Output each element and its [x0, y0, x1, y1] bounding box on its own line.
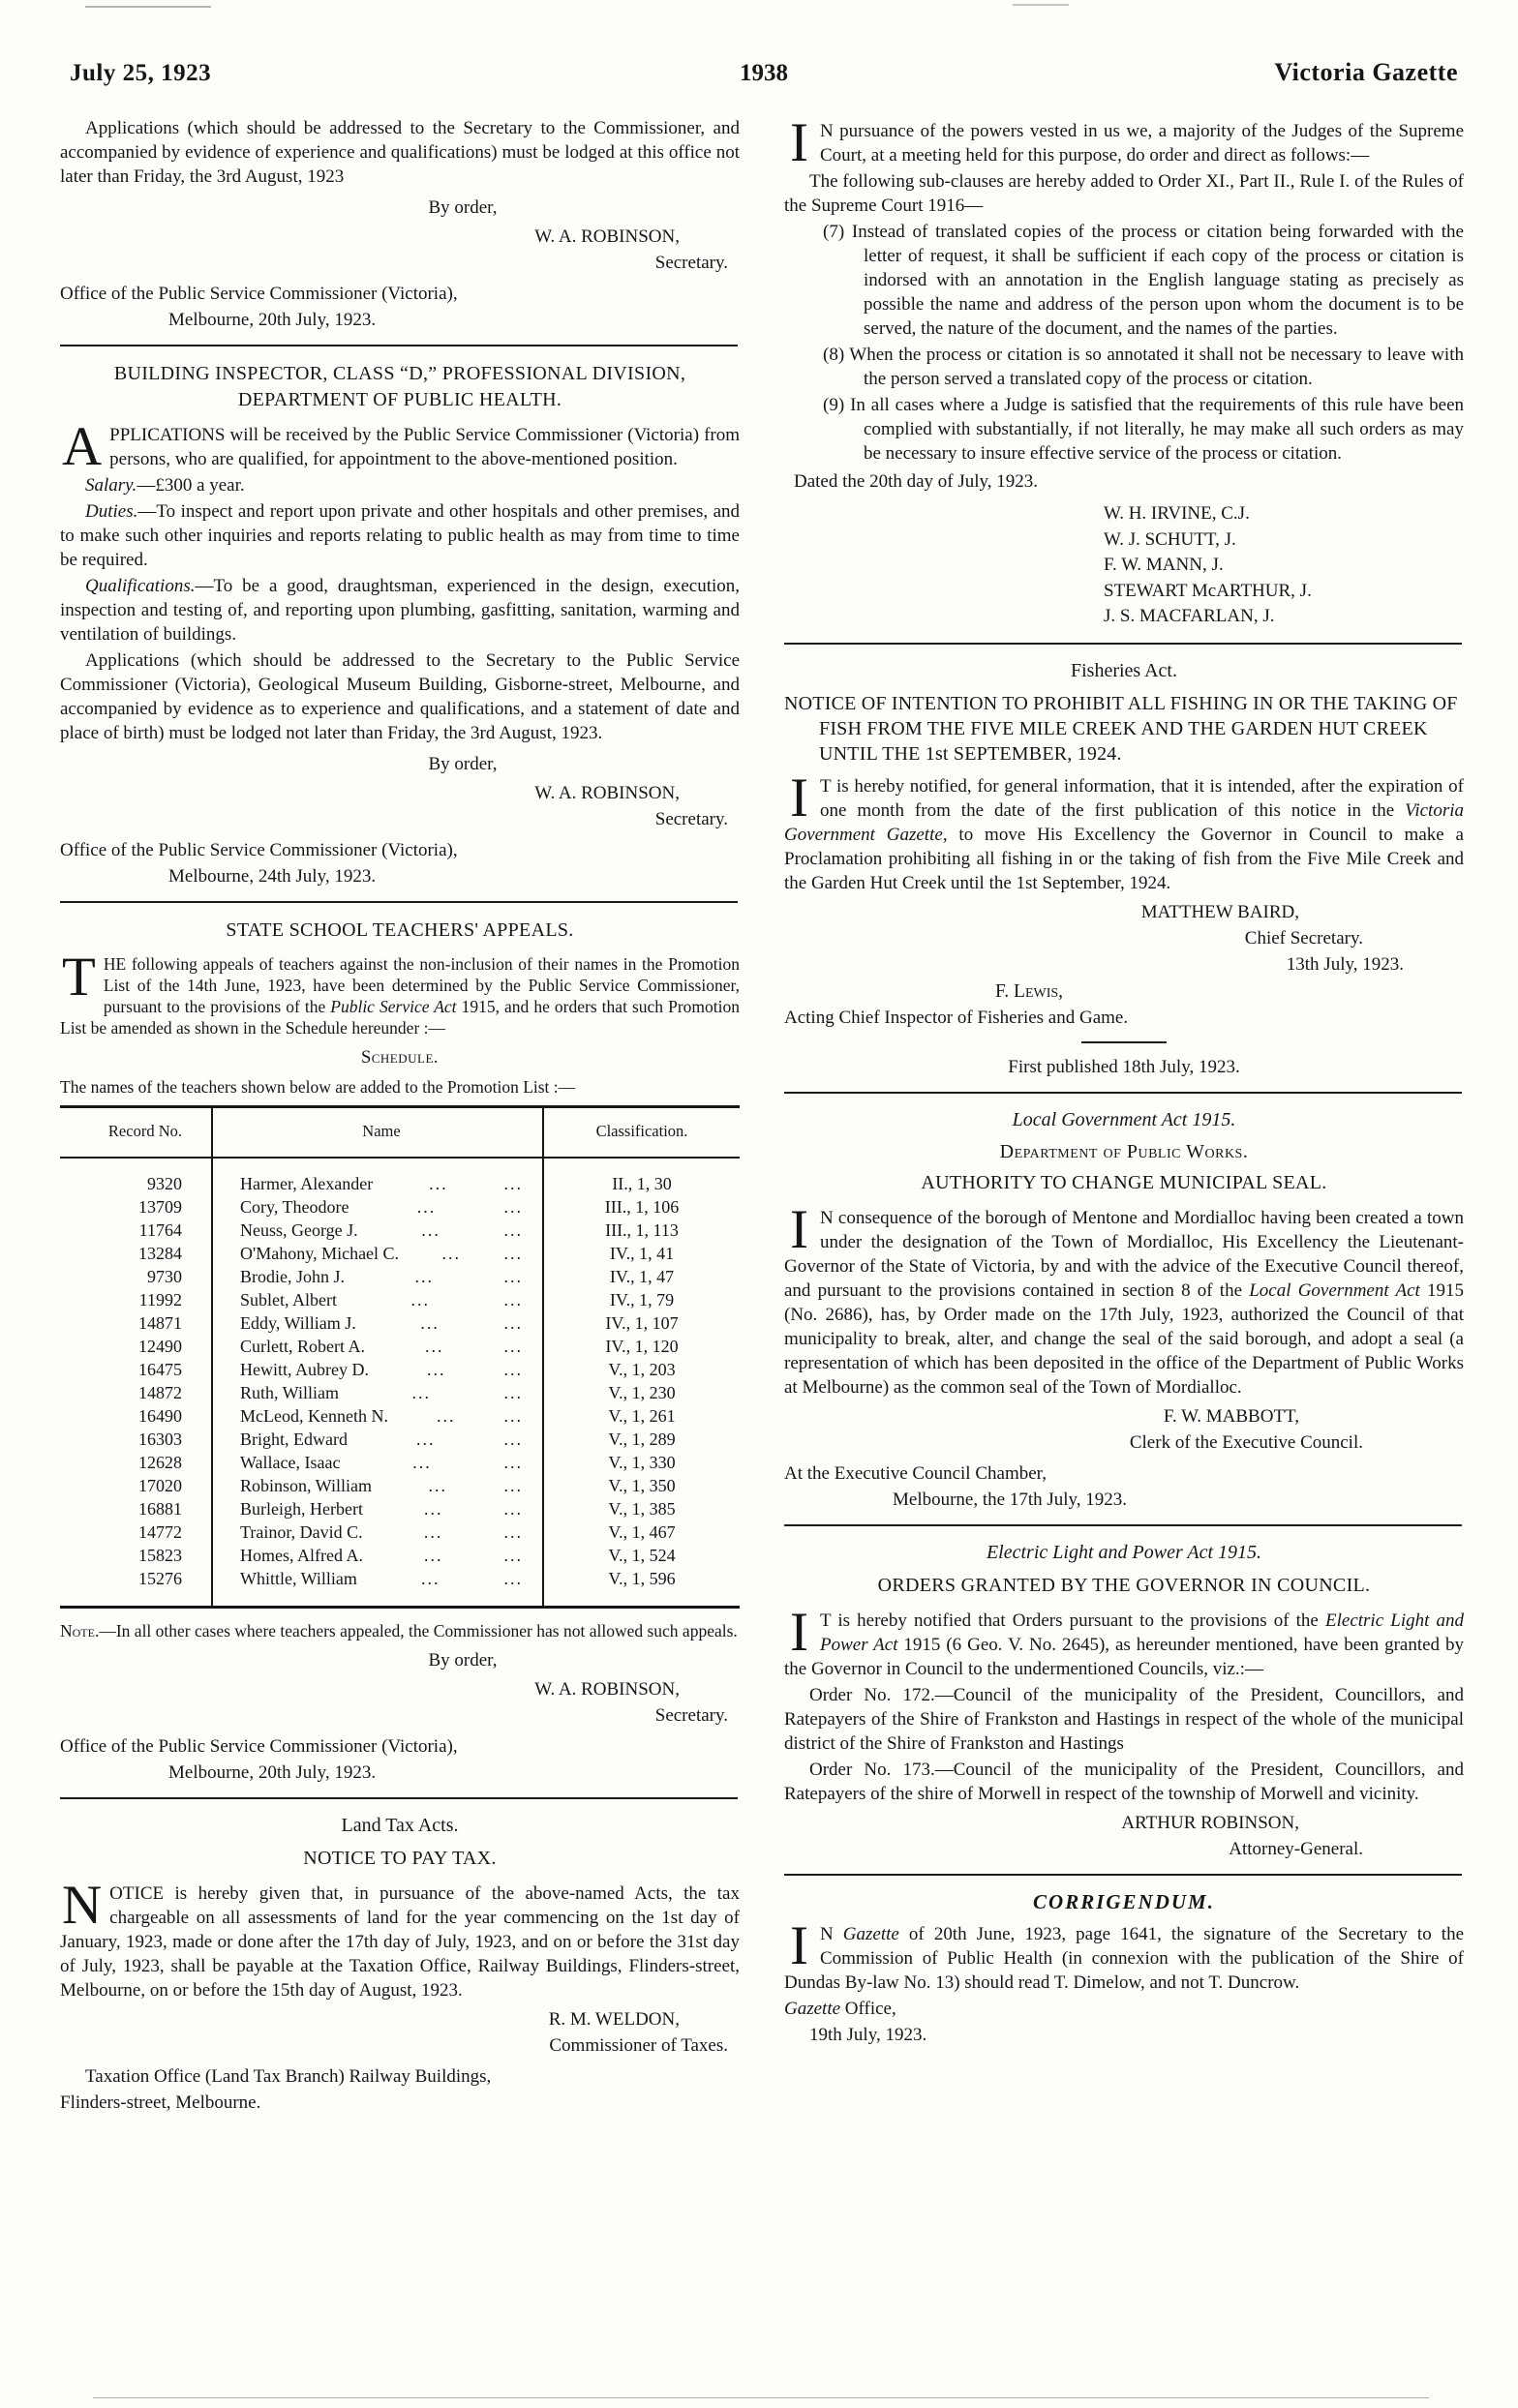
office-line: 19th July, 1923.: [809, 2024, 927, 2045]
notice-paragraph: [784, 767, 1464, 895]
notice-paragraph: [60, 1875, 740, 2002]
office-line: Flinders-street, Melbourne.: [60, 2092, 261, 2113]
classification-cell: III., 1, 106: [604, 1197, 680, 1217]
classification-cell: IV., 1, 41: [609, 1244, 675, 1263]
publication-title: Victoria Gazette: [1274, 58, 1458, 86]
record-no-cell: 13284: [138, 1244, 182, 1263]
signature-title: Clerk of the Executive Council.: [1129, 1431, 1363, 1453]
signature-name: F. Lewis,: [995, 980, 1064, 1002]
right-column: [784, 112, 1465, 2117]
table-row: [60, 1428, 740, 1451]
classification-cell: V., 1, 524: [608, 1546, 676, 1565]
qualifications-line: [60, 574, 740, 647]
by-order-line: By order,: [428, 197, 498, 218]
record-no-cell: 9730: [147, 1267, 182, 1286]
act-heading: Fisheries Act.: [1071, 659, 1177, 681]
notice-paragraph: [784, 1914, 1464, 1995]
table-row: [60, 1335, 740, 1358]
notice-heading: AUTHORITY TO CHANGE MUNICIPAL SEAL.: [921, 1171, 1327, 1193]
classification-cell: V., 1, 330: [608, 1453, 676, 1472]
name-cell: Bright, Edward ... ...: [212, 1428, 543, 1451]
record-no-cell: 16475: [138, 1360, 182, 1379]
table-row: [60, 1242, 740, 1265]
name-cell: Neuss, George J. ... ...: [212, 1219, 543, 1242]
judge-signature: STEWART McARTHUR, J.: [1104, 580, 1312, 601]
table-row: [60, 1158, 740, 1195]
office-line: At the Executive Council Chamber,: [784, 1462, 1047, 1484]
scan-artifact: [85, 6, 211, 8]
office-block: [60, 2064, 740, 2115]
table-header-row: [60, 1107, 740, 1159]
table-row: [60, 1451, 740, 1474]
name-cell: O'Mahony, Michael C. ... ...: [212, 1242, 543, 1265]
name-cell: Trainor, David C. ... ...: [212, 1520, 543, 1544]
name-cell: Brodie, John J. ... ...: [212, 1265, 543, 1288]
psc-applications-notice: [60, 116, 740, 332]
signature-title: Secretary.: [654, 1705, 728, 1726]
record-no-cell: 16881: [138, 1499, 182, 1519]
signature-title: Attorney-General.: [1229, 1838, 1363, 1859]
rule-item-9: [784, 393, 1464, 466]
classification-cell: II., 1, 30: [612, 1174, 672, 1193]
classification-cell: IV., 1, 107: [605, 1313, 679, 1333]
signature-title: Secretary.: [654, 253, 728, 273]
qualifications-text: —To be a good, draughtsman, experienced in the design, execution, inspection and testing of, and reporting upon plumbing, gasfitting, sanitation, warming and ventilation of buildings.: [60, 576, 740, 645]
first-published-line: First published 18th July, 1923.: [1008, 1056, 1240, 1077]
judge-signature: W. J. SCHUTT, J.: [1104, 528, 1236, 550]
note-text: —In all other cases where teachers appealed, the Commissioner has not allowed such appeals.: [99, 1621, 738, 1640]
item-number: (8): [823, 345, 845, 365]
paragraph-text: T is hereby notified, for general information, that it is intended, after the expiration of one month from the date of the first publication of this notice in the Victoria Government Gazette, to move His Excellency the Governor in Council to make a Proclamation prohibiting all fishing in or the taking of fish from the Five Mile Creek and the Garden Hut Creek until the 1st September, 1924.: [784, 775, 1464, 893]
signature-name: ARTHUR ROBINSON,: [1121, 1812, 1299, 1833]
office-line: Melbourne, 20th July, 1923.: [168, 1762, 377, 1783]
scan-artifact: [1013, 4, 1069, 6]
column-header-name: Name: [212, 1107, 543, 1159]
notice-paragraph: The following sub-clauses are hereby added to Order XI., Part II., Rule I. of the Rules of the Supreme Court 1916—: [784, 171, 1464, 216]
supreme-court-rules-notice: [784, 112, 1465, 630]
two-column-layout: [60, 112, 1465, 2117]
signature-name: W. A. ROBINSON,: [534, 1679, 680, 1700]
duties-text: —To inspect and report upon private and other hospitals and other premises, and to make such other inquiries and reports relating to public health as may from time to time be required.: [60, 501, 740, 570]
name-cell: Wallace, Isaac ... ...: [212, 1451, 543, 1474]
signature-name: MATTHEW BAIRD,: [1140, 901, 1299, 922]
section-divider: [784, 1874, 1462, 1876]
judges-signatures: [1104, 501, 1464, 630]
classification-cell: V., 1, 230: [608, 1383, 676, 1402]
office-line: Melbourne, 24th July, 1923.: [168, 866, 377, 887]
note-label: Note.: [60, 1621, 100, 1640]
municipal-seal-notice: [784, 1108, 1464, 1512]
notice-heading: NOTICE OF INTENTION TO PROHIBIT ALL FISHING IN OR THE TAKING OF FISH FROM THE FIVE MILE CREEK AND THE GARDEN HUT CREEK UNTIL THE 1st SEPTEMBER, 1924.: [784, 692, 1458, 765]
column-header-classification: Classification.: [543, 1107, 740, 1159]
notice-paragraph: [784, 1198, 1465, 1400]
classification-cell: V., 1, 385: [608, 1499, 676, 1519]
by-order-line: By order,: [428, 1650, 498, 1671]
notice-heading: STATE SCHOOL TEACHERS' APPEALS.: [226, 919, 574, 941]
name-cell: Ruth, William ... ...: [212, 1381, 543, 1404]
table-row: [60, 1520, 740, 1544]
office-block: [784, 1461, 1464, 1512]
rule-item-7: [784, 220, 1464, 341]
classification-cell: IV., 1, 47: [609, 1267, 675, 1286]
table-row: [60, 1195, 740, 1219]
classification-cell: V., 1, 261: [608, 1406, 676, 1426]
table-row: [60, 1288, 740, 1311]
paragraph-text: N consequence of the borough of Mentone and Mordialloc having been created a town under the designation of the Town of Mordialloc, His Excellency the Lieutenant-Governor of the State of Victoria, by and with the advice of the Executive Council thereof, and pursuant to the provisions contained in section 8 of the Local Government Act 1915 (No. 2686), has, by Order made on the 17th July, 1923, authorized the Council of that municipality to break, alter, and change the seal of the said borough, and adopt a seal (a representation of which has been deposited in the office of the Department of Public Works at Melbourne) as the common seal of the Town of Mordialloc.: [784, 1207, 1465, 1398]
classification-cell: V., 1, 350: [608, 1476, 676, 1495]
short-divider: [1081, 1041, 1167, 1043]
item-text: In all cases where a Judge is satisfied that the requirements of this rule have been complied with substantially, if not literally, he may make all such orders as may be necessary to insure effective service of the process or citation.: [850, 395, 1465, 464]
duties-label: Duties.: [85, 501, 138, 522]
by-order-line: By order,: [428, 754, 498, 774]
table-row: [60, 1567, 740, 1608]
record-no-cell: 14871: [138, 1313, 182, 1333]
scan-artifact: [93, 2397, 1429, 2399]
salary-line: [60, 473, 740, 497]
section-divider: [60, 901, 738, 903]
record-no-cell: 12628: [138, 1453, 182, 1472]
issue-date: July 25, 1923: [70, 60, 212, 86]
order-paragraph: Order No. 172.—Council of the municipality of the President, Councillors, and Ratepayers of the Shire of Frankston and Hastings in respect of the whole of the municipal district of the Shire of Frankston and Hastings: [784, 1684, 1464, 1754]
office-block: [60, 1734, 740, 1785]
name-cell: Eddy, William J. ... ...: [212, 1311, 543, 1335]
page-header: [70, 58, 1458, 87]
corrigendum-notice: [784, 1890, 1464, 2047]
signature-name: W. A. ROBINSON,: [534, 226, 680, 247]
schedule-intro: The names of the teachers shown below are added to the Promotion List :—: [60, 1077, 576, 1097]
table-row: [60, 1358, 740, 1381]
notice-heading: NOTICE TO PAY TAX.: [303, 1848, 497, 1869]
table-row: [60, 1311, 740, 1335]
table-row: [60, 1381, 740, 1404]
signature-title: Secretary.: [654, 809, 728, 829]
table-row: [60, 1474, 740, 1497]
rule-item-8: [784, 343, 1464, 391]
notice-heading: BUILDING INSPECTOR, CLASS “D,” PROFESSIONAL DIVISION, DEPARTMENT OF PUBLIC HEALTH.: [113, 363, 686, 410]
name-cell: Cory, Theodore ... ...: [212, 1195, 543, 1219]
salary-label: Salary.: [85, 475, 137, 496]
signature-name: W. A. ROBINSON,: [534, 783, 680, 803]
salary-value: —£300 a year.: [137, 475, 245, 496]
paragraph-text: T is hereby notified that Orders pursuant to the provisions of the Electric Light and Power Act 1915 (6 Geo. V. No. 2645), as hereunder mentioned, have been granted by the Governor in Council to the undermentioned Councils, viz.:—: [784, 1610, 1465, 1679]
judge-signature: F. W. MANN, J.: [1104, 555, 1224, 575]
office-line: Melbourne, 20th July, 1923.: [168, 310, 377, 330]
section-divider: [784, 1092, 1462, 1094]
classification-cell: IV., 1, 79: [609, 1290, 675, 1309]
fisheries-notice: [784, 659, 1464, 1079]
notice-paragraph: [60, 947, 740, 1038]
name-cell: Harmer, Alexander ... ...: [212, 1158, 543, 1195]
office-line: Taxation Office (Land Tax Branch) Railway Buildings,: [85, 2066, 492, 2087]
signature-date: 13th July, 1923.: [1286, 953, 1404, 975]
paragraph-text: N Gazette of 20th June, 1923, page 1641, the signature of the Secretary to the Commission of Public Health (in connexion with the publication of the Shire of Dundas By-law No. 13) should read T. Dimelow, and not T. Duncrow.: [784, 1923, 1464, 1993]
dropcap-letter: I: [790, 1198, 808, 1260]
table-row: [60, 1404, 740, 1428]
section-divider: [60, 1797, 738, 1799]
teachers-appeals-notice: [60, 918, 740, 1785]
act-heading: Electric Light and Power Act 1915.: [986, 1541, 1262, 1563]
classification-cell: IV., 1, 120: [605, 1337, 679, 1356]
office-line: Office of the Public Service Commissioner (Victoria),: [60, 284, 458, 304]
record-no-cell: 15276: [138, 1569, 182, 1588]
notice-paragraph: Applications (which should be addressed to the Secretary to the Commissioner, and accompanied by evidence of experience and qualifications) must be lodged at this office not later than Friday, the 3rd August, 1923: [60, 118, 740, 187]
paragraph-text: PPLICATIONS will be received by the Public Service Commissioner (Victoria) from persons, who are qualified, for appointment to the above-mentioned position.: [109, 425, 740, 469]
office-block: [60, 282, 740, 332]
notice-paragraph: Applications (which should be addressed to the Secretary to the Public Service Commissioner (Victoria), Geological Museum Building, Gisborne-street, Melbourne, and accompanied by evidence as to experience and qualifications, and a statement of date and place of birth) must be lodged not later than Friday, the 3rd August, 1923.: [60, 650, 740, 743]
table-row: [60, 1219, 740, 1242]
paragraph-text: N pursuance of the powers vested in us we, a majority of the Judges of the Supreme Court, at a meeting held for this purpose, do order and direct as follows:—: [819, 121, 1464, 166]
record-no-cell: 11992: [138, 1290, 182, 1309]
office-line: Office of the Public Service Commissioner (Victoria),: [60, 1736, 458, 1757]
dropcap-letter: I: [790, 767, 808, 828]
item-text: When the process or citation is so annotated it shall not be necessary to leave with the person served a translated copy of the process or citation.: [849, 345, 1464, 389]
dropcap-letter: N: [62, 1875, 103, 1936]
record-no-cell: 17020: [138, 1476, 182, 1495]
notice-paragraph: [60, 416, 740, 477]
record-no-cell: 15823: [138, 1546, 182, 1565]
notice-paragraph: [784, 112, 1464, 173]
section-divider: [60, 345, 738, 346]
name-cell: Sublet, Albert ... ...: [212, 1288, 543, 1311]
department-heading: Department of Public Works.: [999, 1140, 1249, 1162]
record-no-cell: 12490: [138, 1337, 182, 1356]
dated-line: Dated the 20th day of July, 1923.: [794, 471, 1039, 492]
promotion-schedule-table: [60, 1105, 740, 1609]
notice-heading: ORDERS GRANTED BY THE GOVERNOR IN COUNCIL.: [877, 1574, 1371, 1596]
item-number: (7): [823, 222, 845, 242]
page-number: 1938: [740, 60, 788, 86]
office-line: Office of the Public Service Commissioner (Victoria),: [60, 840, 458, 860]
act-heading: Local Government Act 1915.: [1012, 1108, 1236, 1130]
name-cell: Robinson, William ... ...: [212, 1474, 543, 1497]
name-cell: Whittle, William ... ...: [212, 1567, 543, 1608]
record-no-cell: 14772: [138, 1522, 182, 1542]
record-no-cell: 14872: [138, 1383, 182, 1402]
paragraph-text: OTICE is hereby given that, in pursuance of the above-named Acts, the tax chargeable on all assessments of land for the year commencing on the 1st day of January, 1923, made or done after the 17th day of July, 1923, and on or before the 31st day of July, 1923, shall be payable at the Taxation Office, Railway Buildings, Flinders-street, Melbourne, on or before the 15th day of August, 1923.: [60, 1883, 740, 2001]
name-cell: Homes, Alfred A. ... ...: [212, 1544, 543, 1567]
section-divider: [784, 1524, 1462, 1526]
schedule-label: Schedule.: [360, 1048, 440, 1068]
record-no-cell: 16490: [138, 1406, 182, 1426]
notice-paragraph: [784, 1601, 1465, 1681]
schedule-table-body: [60, 1158, 740, 1608]
name-cell: McLeod, Kenneth N. ... ...: [212, 1404, 543, 1428]
land-tax-notice: [60, 1814, 740, 2115]
record-no-cell: 16303: [138, 1430, 182, 1449]
name-cell: Hewitt, Aubrey D. ... ...: [212, 1358, 543, 1381]
act-heading: Land Tax Acts.: [341, 1815, 459, 1836]
record-no-cell: 13709: [138, 1197, 182, 1217]
item-number: (9): [823, 395, 845, 415]
table-row: [60, 1265, 740, 1288]
office-block: [60, 838, 740, 888]
schedule-table-container: [60, 1105, 740, 1609]
notice-heading: CORRIGENDUM.: [1033, 1889, 1215, 1913]
record-no-cell: 11764: [138, 1220, 182, 1240]
signature-name: F. W. MABBOTT,: [1163, 1405, 1299, 1427]
signature-title: Acting Chief Inspector of Fisheries and Game.: [784, 1007, 1129, 1028]
classification-cell: V., 1, 467: [608, 1522, 676, 1542]
dropcap-letter: I: [790, 112, 808, 173]
signature-title: Chief Secretary.: [1244, 927, 1363, 948]
dropcap-letter: T: [62, 947, 96, 1008]
office-line: Melbourne, the 17th July, 1923.: [893, 1489, 1128, 1510]
duties-line: [60, 499, 740, 572]
paragraph-text: HE following appeals of teachers against the non-inclusion of their names in the Promotion List of the 14th June, 1923, have been determined by the Public Service Commissioner, pursuant to the provisions of the Public Service Act 1915, and he orders that such Promotion List be amended as shown in the Schedule hereunder :—: [60, 954, 740, 1038]
dropcap-letter: I: [790, 1914, 808, 1976]
qualifications-label: Qualifications.: [85, 576, 196, 596]
table-row: [60, 1497, 740, 1520]
signature-name: R. M. WELDON,: [548, 2009, 680, 2030]
dropcap-letter: A: [62, 416, 103, 477]
classification-cell: III., 1, 113: [605, 1220, 679, 1240]
electric-orders-notice: [784, 1541, 1464, 1861]
classification-cell: V., 1, 289: [608, 1430, 676, 1449]
signature-title: Commissioner of Taxes.: [549, 2035, 728, 2056]
name-cell: Curlett, Robert A. ... ...: [212, 1335, 543, 1358]
dropcap-letter: I: [790, 1601, 808, 1663]
left-column: [60, 116, 740, 2117]
judge-signature: J. S. MACFARLAN, J.: [1104, 606, 1275, 626]
column-header-record-no: Record No.: [60, 1107, 212, 1159]
order-paragraph: Order No. 173.—Council of the municipality of the President, Councillors, and Ratepayers of the shire of Morwell in respect of the township of Morwell and vicinity.: [784, 1759, 1464, 1804]
classification-cell: V., 1, 596: [608, 1569, 676, 1588]
name-cell: Burleigh, Herbert ... ...: [212, 1497, 543, 1520]
classification-cell: V., 1, 203: [608, 1360, 676, 1379]
note-paragraph: [60, 1620, 740, 1641]
judge-signature: W. H. IRVINE, C.J.: [1104, 503, 1250, 524]
item-text: Instead of translated copies of the process or citation being forwarded with the letter of request, it shall be sufficient if each copy of the process or citation is indorsed with an annotation in the English language stating as precisely as possible the name and address of the person upon whom the document is to be served, the nature of the document, and the names of the parties.: [851, 222, 1464, 339]
record-no-cell: 9320: [147, 1174, 182, 1193]
section-divider: [784, 643, 1462, 645]
table-row: [60, 1544, 740, 1567]
office-line: Gazette Office,: [784, 1998, 896, 2019]
building-inspector-notice: [60, 361, 740, 888]
